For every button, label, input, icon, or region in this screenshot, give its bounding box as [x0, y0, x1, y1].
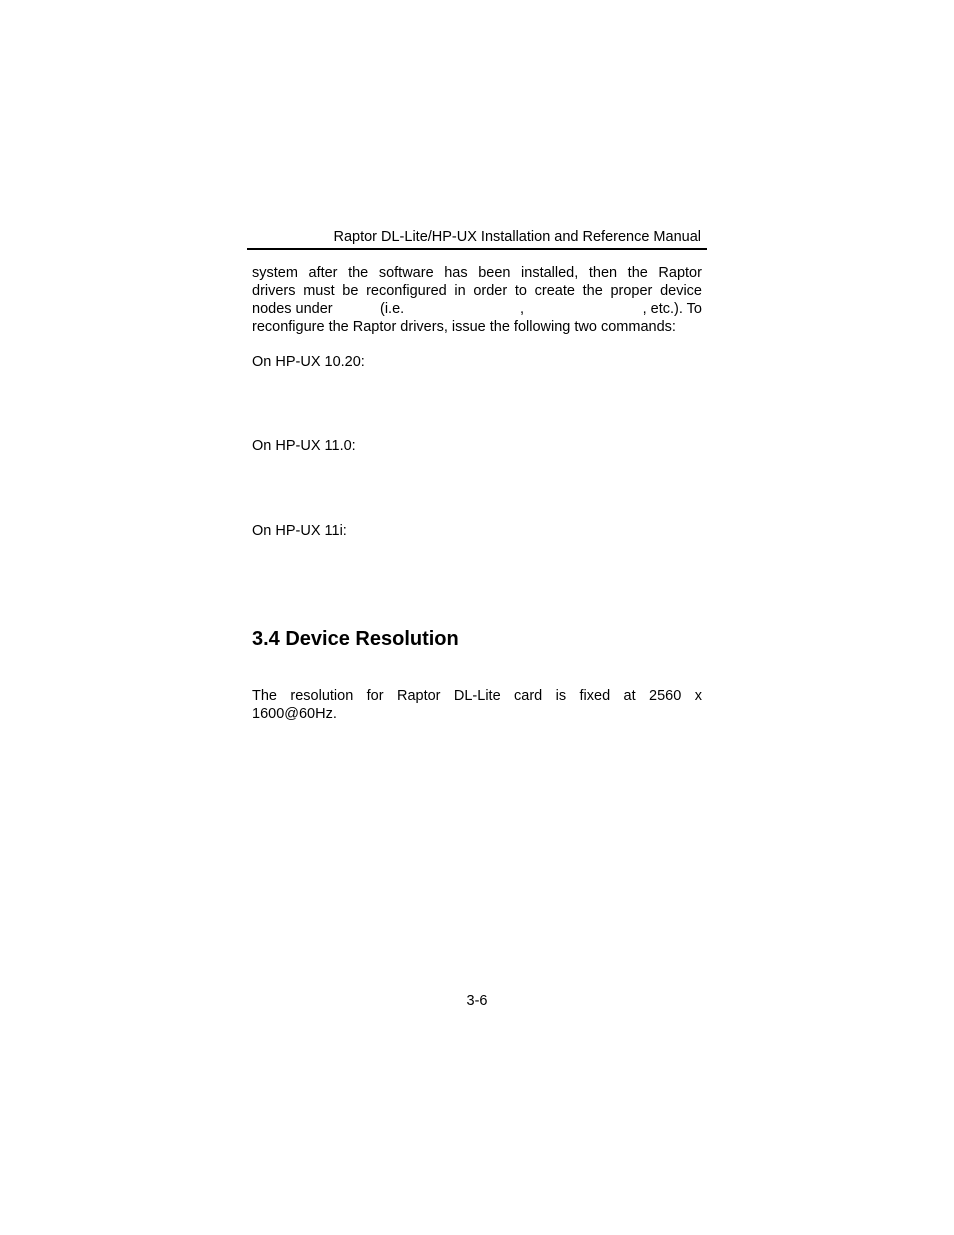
- word: Raptor: [396, 688, 441, 704]
- intro-line-4: reconfigure the Raptor drivers, issue the following two commands:: [252, 319, 676, 335]
- word: after: [308, 265, 338, 281]
- section-heading: 3.4 Device Resolution: [252, 628, 459, 650]
- intro-nodes-under: nodes under: [252, 301, 333, 317]
- intro-comma: ,: [520, 301, 525, 317]
- word: fixed: [579, 688, 611, 704]
- resolution-line-2: 1600@60Hz.: [252, 706, 337, 722]
- intro-ie: (i.e.: [380, 301, 405, 317]
- word: create: [534, 283, 575, 299]
- word: system: [252, 265, 298, 281]
- intro-etc-to: , etc.). To: [642, 301, 702, 317]
- hpux-11i-label: On HP-UX 11i:: [252, 523, 347, 539]
- running-header-title: Raptor DL-Lite/HP-UX Installation and Reference Manual: [333, 229, 701, 245]
- word: 2560: [649, 688, 682, 704]
- word: software: [378, 265, 434, 281]
- resolution-line-1: [252, 687, 702, 705]
- word: card: [514, 688, 543, 704]
- word: DL-Lite: [453, 688, 501, 704]
- word: resolution: [290, 688, 354, 704]
- word: to: [514, 283, 527, 299]
- page-number: 3-6: [466, 993, 488, 1009]
- word: order: [473, 283, 508, 299]
- intro-line-2: [252, 282, 702, 300]
- word: device: [660, 283, 702, 299]
- word: been: [478, 265, 511, 281]
- word: is: [555, 688, 567, 704]
- word: must: [303, 283, 335, 299]
- word: Raptor: [658, 265, 702, 281]
- word: The: [252, 688, 277, 704]
- word: in: [454, 283, 466, 299]
- word: for: [366, 688, 384, 704]
- word: installed,: [521, 265, 579, 281]
- hpux-1020-label: On HP-UX 10.20:: [252, 354, 365, 370]
- word: reconfigured: [366, 283, 447, 299]
- word: has: [444, 265, 468, 281]
- word: x: [694, 688, 702, 704]
- word: drivers: [252, 283, 296, 299]
- intro-line-1: [252, 264, 702, 282]
- word: then: [588, 265, 618, 281]
- word: the: [627, 265, 648, 281]
- word: be: [342, 283, 359, 299]
- word: proper: [610, 283, 653, 299]
- hpux-110-label: On HP-UX 11.0:: [252, 438, 356, 454]
- word: the: [348, 265, 369, 281]
- word: at: [623, 688, 636, 704]
- running-header: [247, 228, 707, 250]
- word: the: [582, 283, 603, 299]
